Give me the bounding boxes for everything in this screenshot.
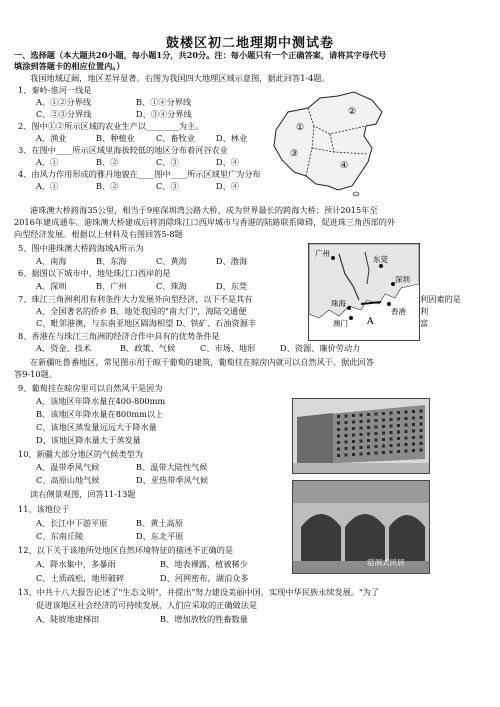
q10-stem: 10、新疆大部分地区的气候类型为 bbox=[18, 449, 144, 459]
q5-option-d: D、渤海 bbox=[216, 256, 248, 266]
q7-stem-end: 利因素的是 bbox=[420, 294, 461, 304]
q11-stem: 11、该地位于 bbox=[18, 504, 70, 514]
q3-option-a: A、① bbox=[36, 157, 59, 167]
q2-option-d: D、林业 bbox=[216, 133, 248, 143]
q6-option-d: D、东莞 bbox=[216, 281, 248, 291]
q1-option-c: C、②③分界线 bbox=[36, 109, 92, 119]
intro-5-8-line1: 港珠澳大桥跨海35公里，相当于9座深圳湾公路大桥，成为世界最长的跨海大桥；预计2015年至 bbox=[30, 205, 378, 215]
cave-dwelling-photo bbox=[292, 480, 430, 574]
q7-options-ab: A、全国著名的侨乡 B、地处我国的"南大门"，海陆交通便 bbox=[36, 306, 247, 316]
q9-option-a: A、该地区年降水量在400-800mm bbox=[36, 396, 166, 406]
q10-option-d: D、亚热带季风气候 bbox=[136, 475, 209, 485]
q9-option-c: C、该地区蒸发量远远大于降水量 bbox=[36, 422, 157, 432]
intro-1-4: 我国地域辽阔，地区差异显著。右图为我国四大地理区域示意图，据此回答1-4题。 bbox=[30, 73, 330, 83]
q12-option-a: A、降水集中，多暴雨 bbox=[36, 559, 116, 569]
section-heading-cont: 填涂到答题卡的相应位置内。） bbox=[14, 61, 125, 71]
q4-stem: 4、由风力作用形成的雅丹地貌在____图中____所示区域里广为分布 bbox=[18, 169, 261, 179]
q11-option-b: B、黄土高原 bbox=[136, 518, 183, 528]
q7-options-ab-end: 利 bbox=[420, 306, 429, 316]
map-label-1: ① bbox=[296, 123, 305, 133]
q8-option-b: B、政策、气候 bbox=[120, 343, 176, 353]
q10-option-c: C、高原山地气候 bbox=[36, 475, 100, 485]
map2-label-dongguan: 东莞 bbox=[373, 255, 388, 264]
q13-stem-line2: 促进该地区社会经济的可持续发展，人们应采取的正确做法是 bbox=[36, 600, 258, 610]
map2-label-shenzhen: 深圳 bbox=[395, 275, 410, 284]
intro-9-10-line1: 在新疆吐鲁番地区，常见图示用于晾干葡萄的建筑，葡萄挂在晾房内就可以自然风干。据此回答 bbox=[30, 357, 374, 367]
q9-stem: 9、葡萄挂在晾房里可以自然风干是因为 bbox=[18, 383, 163, 393]
q11-option-c: C、东南丘陵 bbox=[36, 531, 84, 541]
q3-option-c: C、③ bbox=[156, 157, 179, 167]
intro-5-8-line3: 向型经济发展。根据以上材料及右图回答5-8题 bbox=[14, 229, 183, 239]
q6-stem: 6、据图以下城市中，地处珠江口西岸的是 bbox=[18, 268, 171, 278]
q12-option-b: B、地表裸露，植被稀少 bbox=[160, 559, 248, 569]
q13-option-a: A、陡坡地建梯田 bbox=[36, 614, 100, 624]
q13-stem-line1: 13、中共十八大报告论述了"生态文明"，并提出"努力建设美丽中国，实现中华民族永续发展。"为了 bbox=[18, 587, 380, 597]
q7-options-cd-end: 富 bbox=[420, 318, 429, 328]
q5-option-c: C、黄海 bbox=[156, 256, 187, 266]
q4-option-b: B、② bbox=[96, 181, 119, 191]
map-label-2: ② bbox=[348, 107, 357, 117]
q13-option-b: B、增加放牧的牲畜数量 bbox=[160, 614, 248, 624]
pearl-river-delta-map bbox=[308, 243, 420, 341]
q9-option-d: D、该地区降水量大于蒸发量 bbox=[36, 435, 141, 445]
map2-label-macau: 澳门 bbox=[333, 319, 348, 328]
intro-5-8-line2: 2016年建成通车。港珠澳大桥建成后将消除珠江口西岸城市与香港的陆路联系障碍，促进珠三角西部的外 bbox=[14, 217, 396, 227]
q4-option-d: D、④ bbox=[216, 181, 239, 191]
map2-label-guangzhou: 广州 bbox=[315, 249, 330, 258]
q4-option-a: A、① bbox=[36, 181, 59, 191]
intro-11-13: 读右侧景观图，回答11-13题 bbox=[30, 489, 136, 499]
q2-stem: 2、图中①②所示区域的农业生产以________为主。 bbox=[18, 121, 204, 131]
q12-stem: 12、以下关于该地所处地区自然环境特征的描述不正确的是 bbox=[18, 545, 234, 555]
map2-label-hongkong: 香港 bbox=[391, 307, 406, 316]
q4-option-c: C、③ bbox=[156, 181, 179, 191]
q6-option-c: C、珠海 bbox=[156, 281, 187, 291]
q7-stem: 7、珠江三角洲利用有利条件大力发展外向型经济，以下不是其有 bbox=[18, 294, 253, 304]
map-label-3: ③ bbox=[290, 149, 299, 159]
q3-option-b: B、② bbox=[96, 157, 119, 167]
q11-option-d: D、东北平原 bbox=[136, 531, 184, 541]
q10-option-b: B、温带大陆性气候 bbox=[136, 462, 208, 472]
q2-option-a: A、渔业 bbox=[36, 133, 67, 143]
q1-stem: 1、秦岭-淮河一线是 bbox=[18, 85, 92, 95]
section-heading: 一、选择题（本大题共20小题，每小题1分，共20分。注：每小题只有一个正确答案，请将其字母代号 bbox=[14, 50, 387, 60]
q8-option-a: A、资金、技术 bbox=[36, 343, 92, 353]
q5-option-a: A、南海 bbox=[36, 256, 67, 266]
q1-option-a: A、①②分界线 bbox=[36, 97, 92, 107]
map-label-4: ④ bbox=[340, 161, 349, 171]
q9-option-b: B、该地区年降水量在800mm以上 bbox=[36, 409, 164, 419]
q3-option-d: D、④ bbox=[216, 157, 239, 167]
q10-option-a: A、温带季风气候 bbox=[36, 462, 100, 472]
q12-option-c: C、土质疏松，地形破碎 bbox=[36, 573, 125, 583]
q8-stem: 8、香港在与珠江三角洲的经济合作中具有的优势条件是 bbox=[18, 331, 220, 341]
q7-options-cd: C、毗邻港澳，与东南亚地区隔海相望 D、铁矿、石油资源丰 bbox=[36, 318, 257, 328]
q2-option-c: C、畜牧业 bbox=[156, 133, 196, 143]
q8-option-d: D、资源、廉价劳动力 bbox=[280, 343, 361, 353]
china-regions-map bbox=[268, 90, 388, 198]
page-title: 鼓楼区初二地理期中测试卷 bbox=[165, 36, 334, 51]
q11-option-a: A、长江中下游平原 bbox=[36, 518, 108, 528]
q1-option-d: D、③④分界线 bbox=[136, 109, 192, 119]
q3-stem: 3、在图中____所示区域里海拔较低的地区分布着河谷农业 bbox=[18, 145, 228, 155]
q5-option-b: B、东海 bbox=[96, 256, 127, 266]
q1-option-b: B、①④分界线 bbox=[136, 97, 192, 107]
q6-option-a: A、深圳 bbox=[36, 281, 67, 291]
q6-option-b: B、广州 bbox=[96, 281, 127, 291]
q5-stem: 5、图中港珠澳大桥跨海域A所示为 bbox=[18, 243, 144, 253]
map2-label-sea-a: A bbox=[367, 317, 374, 327]
map2-label-zhuhai: 珠海 bbox=[331, 299, 346, 308]
q8-option-c: C、市场、地形 bbox=[200, 343, 256, 353]
q12-option-d: D、河网密布，湖泊众多 bbox=[160, 573, 249, 583]
photo-caption: 窑洞式民居 bbox=[367, 558, 405, 567]
q2-option-b: B、种植业 bbox=[96, 133, 135, 143]
intro-9-10-line2: 答9-10题。 bbox=[14, 369, 57, 379]
grape-drying-house-photo bbox=[292, 398, 430, 474]
